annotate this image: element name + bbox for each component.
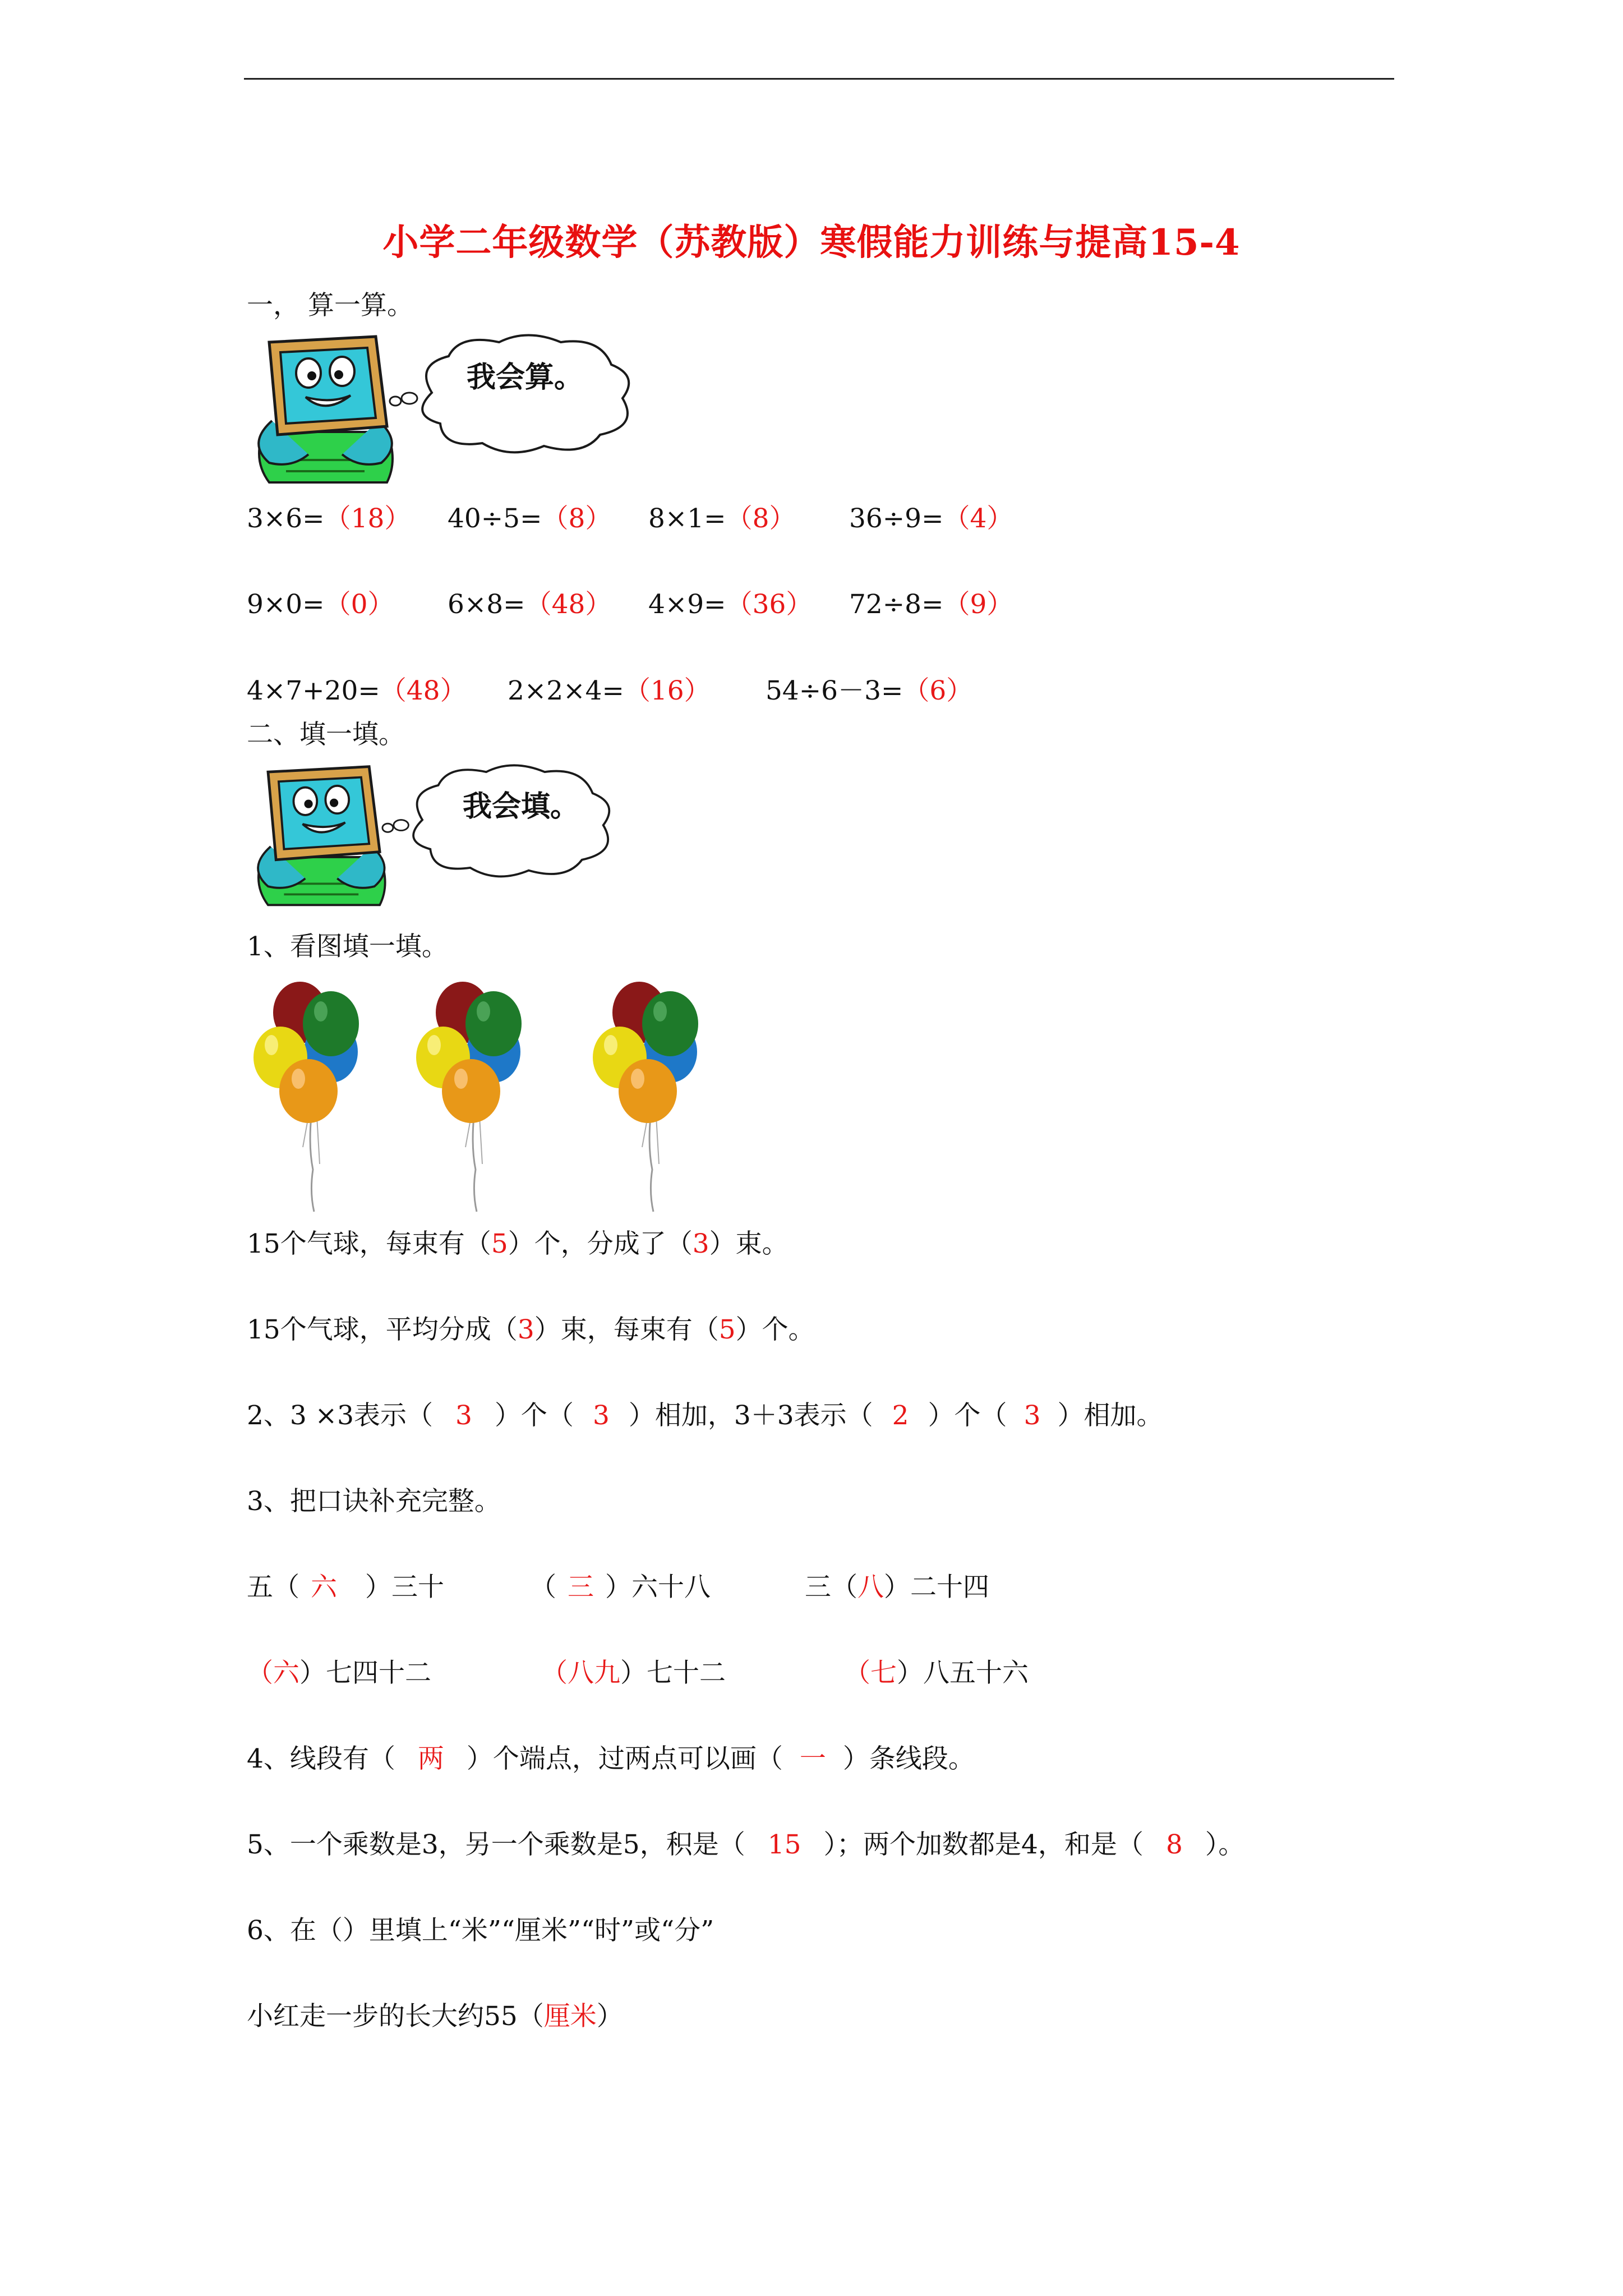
header-rule <box>244 78 1394 80</box>
speech-bubble-text-fill: 我会填。 <box>463 790 580 823</box>
balloon-bunch-3 <box>586 979 721 1217</box>
calc-item: 2×2×4=（16） <box>508 675 711 706</box>
section2-heading: 二、填一填。 <box>247 719 405 750</box>
calc-item: 6×8=（48） <box>448 589 612 620</box>
computer-mascot-fill <box>247 760 662 914</box>
mnemonic-item: 五（ 六 ）三十 <box>247 1572 444 1603</box>
calc-item: 3×6=（18） <box>247 503 411 534</box>
q1-line-2: 15个气球，平均分成（3）束，每束有（5）个。 <box>247 1314 815 1345</box>
mnemonic-item: （七）八五十六 <box>844 1658 1029 1688</box>
calc-item: 4×9=（36） <box>648 589 813 620</box>
calc-item: 72÷8=（9） <box>849 589 1013 620</box>
speech-bubble-text-calc: 我会算。 <box>467 361 584 394</box>
calc-item: 9×0=（0） <box>247 589 394 620</box>
q3-heading: 3、把口诀补充完整。 <box>247 1486 501 1517</box>
mnemonic-item: （ 三 ）六十八 <box>530 1572 711 1603</box>
mnemonic-item: （六）七四十二 <box>247 1658 431 1688</box>
balloon-bunch-2 <box>409 979 544 1217</box>
q1-line-1: 15个气球，每束有（5）个，分成了（3）束。 <box>247 1228 789 1259</box>
page-title: 小学二年级数学（苏教版）寒假能力训练与提高15-4 <box>382 222 1241 264</box>
calc-item: 40÷5=（8） <box>448 503 612 534</box>
q5-line: 5、一个乘数是3，另一个乘数是5，积是（ 15 ）；两个加数都是4，和是（ 8 ）。 <box>247 1829 1245 1860</box>
section1-heading: 一， 算一算。 <box>247 290 413 321</box>
calc-item: 36÷9=（4） <box>849 503 1013 534</box>
mnemonic-item: （八九）七十二 <box>541 1658 726 1688</box>
calc-item: 4×7+20=（48） <box>247 675 467 706</box>
computer-mascot-calc <box>247 331 684 490</box>
q6-line: 小红走一步的长大约55（厘米） <box>247 2001 623 2032</box>
q6-heading: 6、在（）里填上“米”“厘米”“时”或“分” <box>247 1915 714 1946</box>
calc-item: 54÷6－3=（6） <box>766 675 973 706</box>
mnemonic-item: 三（八）二十四 <box>805 1572 989 1603</box>
balloon-bunch-1 <box>247 979 381 1217</box>
calc-item: 8×1=（8） <box>648 503 796 534</box>
q1-heading: 1、看图填一填。 <box>247 931 448 962</box>
q4-line: 4、线段有（ 两 ）个端点，过两点可以画（ 一 ）条线段。 <box>247 1743 975 1774</box>
q2-line: 2、3 ×3表示（ 3 ）个（ 3 ）相加，3＋3表示（ 2 ）个（ 3 ）相加。 <box>247 1400 1163 1431</box>
